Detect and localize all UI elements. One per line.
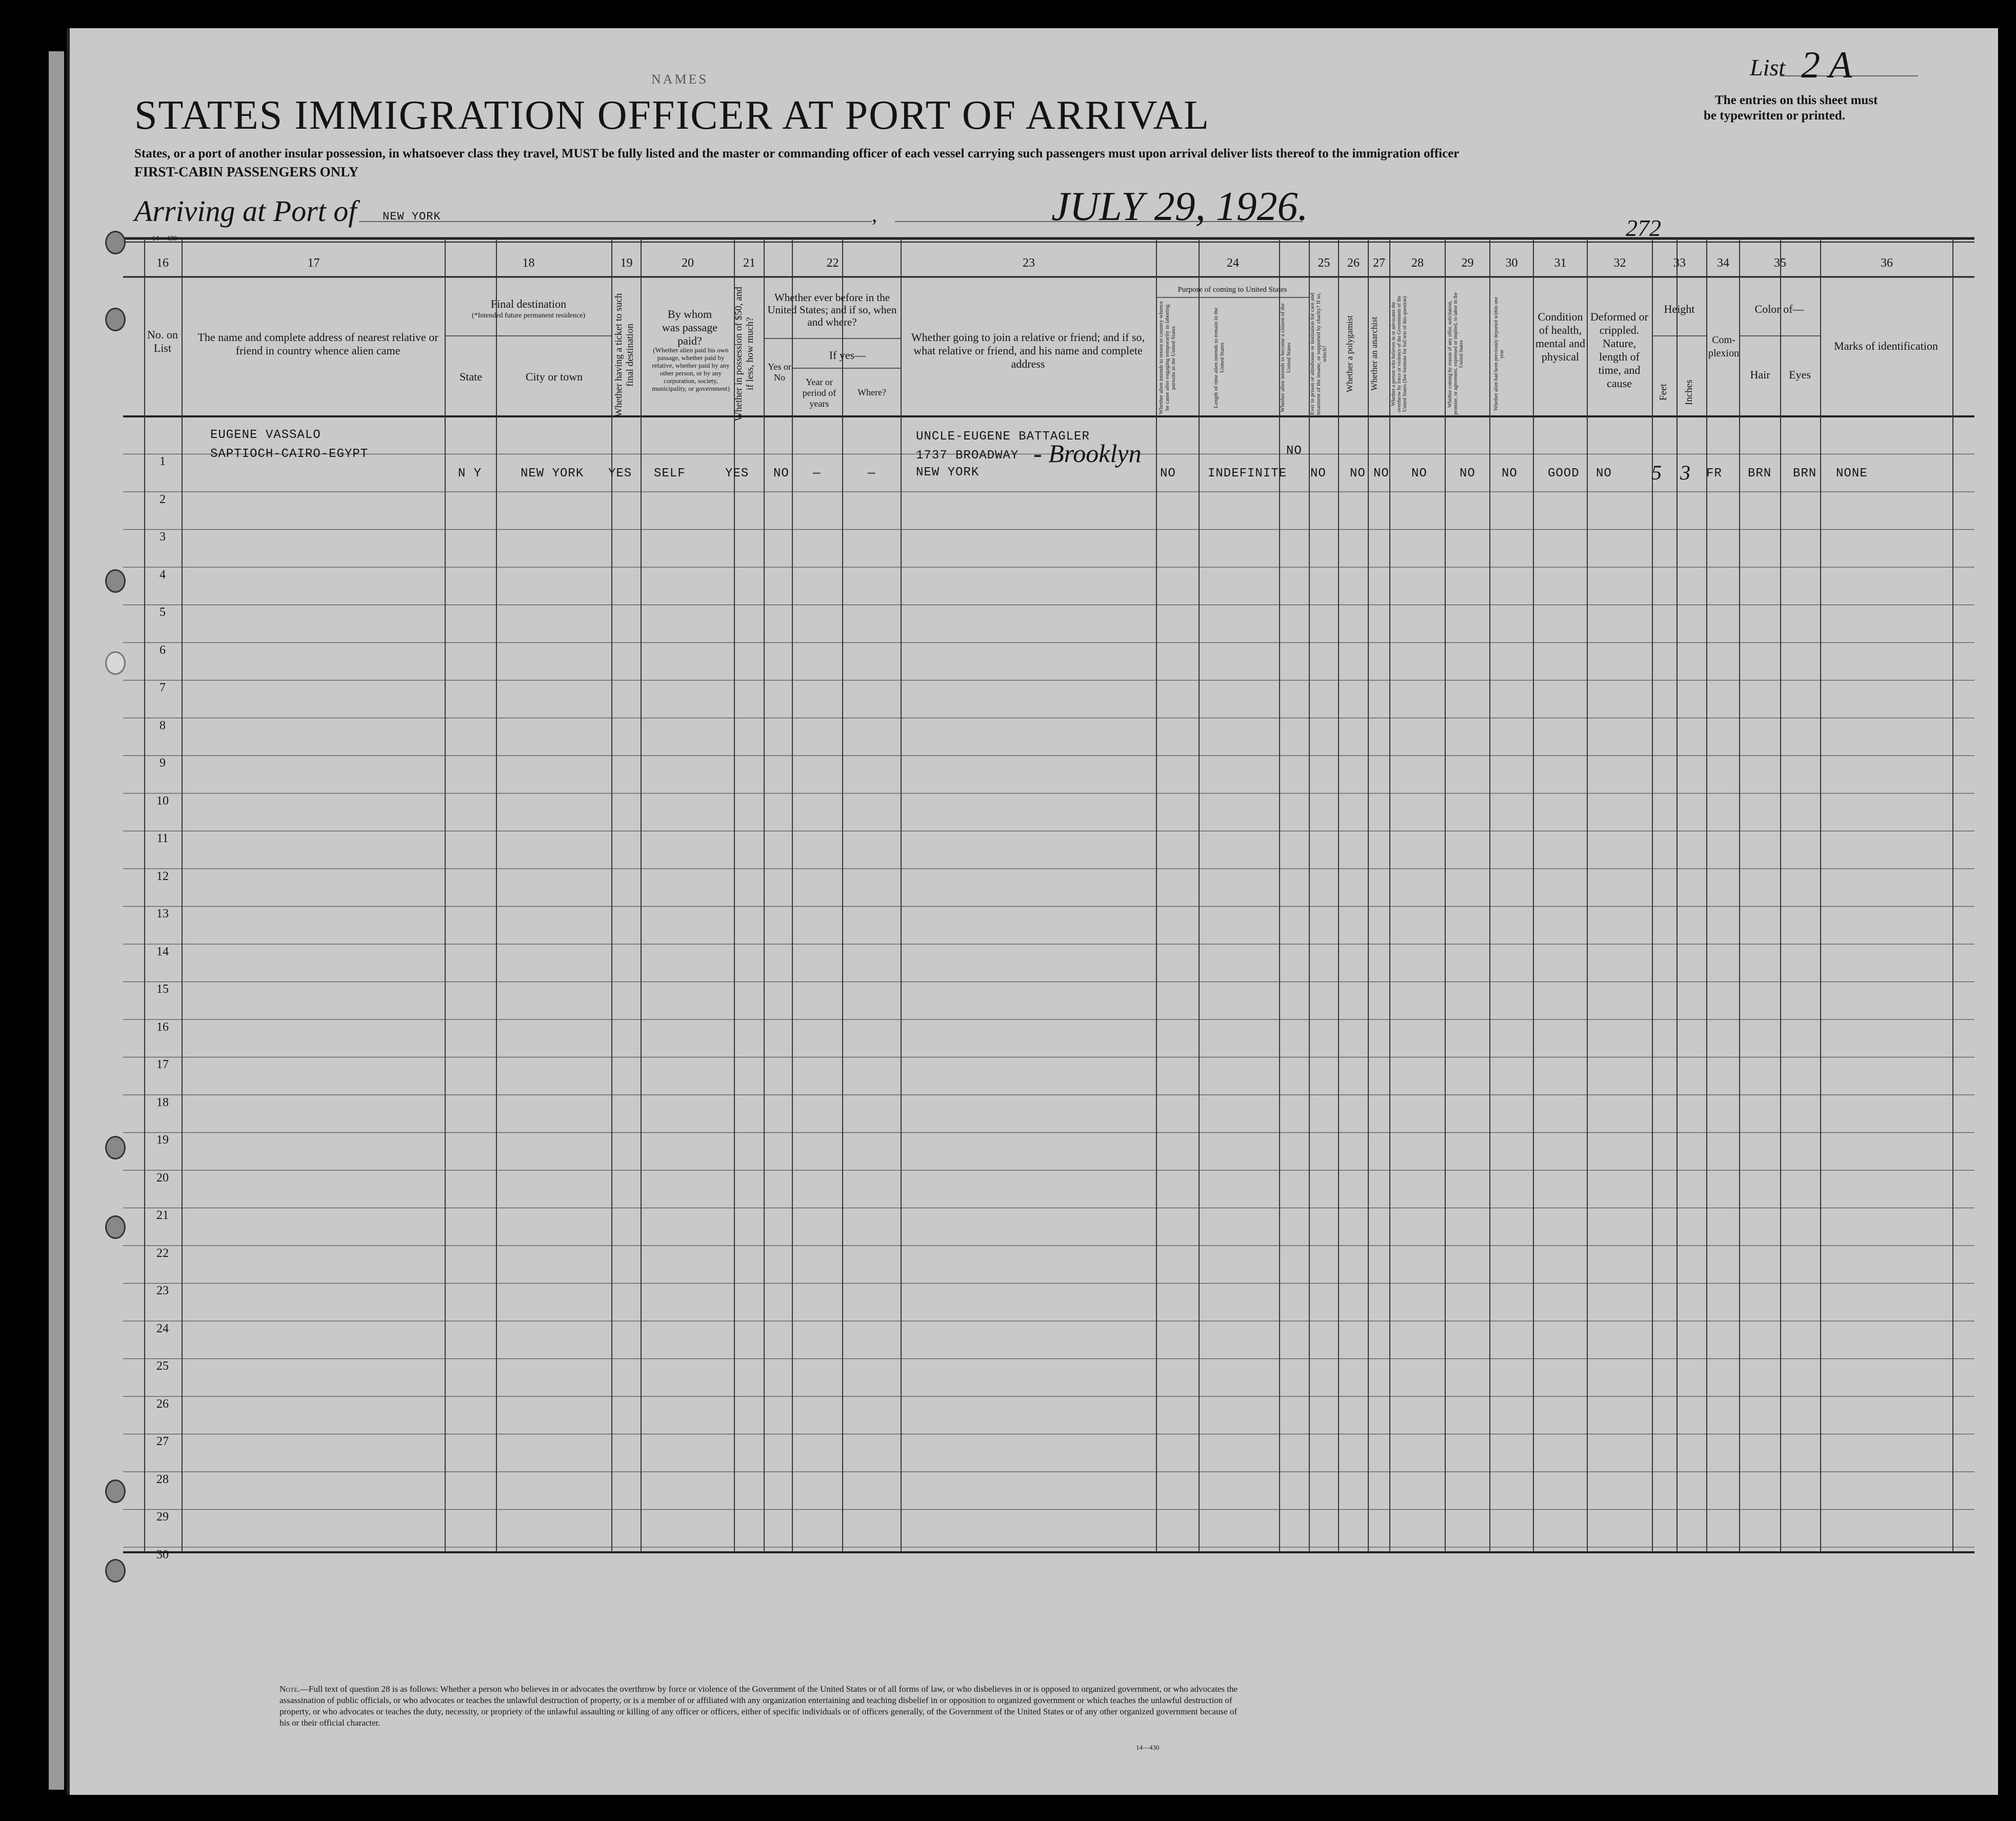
entry-c29: NO (1460, 467, 1475, 481)
join-line-1: UNCLE-EUGENE BATTAGLER (916, 430, 1090, 444)
heading-purpose-a: Whether alien intends to return to country whence he came after engaging temporarily in laboring pursuits in the United States (1158, 301, 1176, 414)
heading-if-yes: If yes— (829, 349, 866, 362)
row-number: 8 (159, 718, 166, 732)
entry-where: — (868, 467, 876, 481)
row-number: 17 (156, 1058, 169, 1071)
row-number: 12 (156, 869, 169, 883)
column-number-c29: 29 (1461, 256, 1474, 270)
entry-city: NEW YORK (521, 467, 584, 481)
entry-hair: BRN (1748, 467, 1772, 481)
heading-c30: Whether alien had been previously deported within one year (1493, 297, 1505, 411)
row-number: 5 (159, 606, 166, 619)
entry-inches: 3 (1680, 461, 1690, 484)
entry-marks: NONE (1836, 467, 1868, 481)
heading-height: Height (1664, 303, 1695, 315)
heading-yes-or-no: Yes or No (768, 362, 791, 383)
relative-address: SAPTIOCH-CAIRO-EGYPT (210, 447, 369, 461)
heading-state: State (460, 370, 482, 383)
heading-year-or-period: Year or period of years (802, 377, 836, 409)
column-number-c18: 18 (522, 256, 535, 270)
entry-feet: 5 (1651, 461, 1662, 484)
heading-c28: Whether a person who believes in or advocates the overthrow by force or violence of the Government of the United States (See footnote for full text of this question) (1391, 295, 1408, 412)
column-number-c31: 31 (1554, 256, 1567, 270)
row-number: 15 (156, 983, 169, 996)
form-number: 14—430 (1136, 1744, 1160, 1751)
class-line: FIRST-CABIN PASSENGERS ONLY (134, 164, 359, 179)
typewritten-note-1: The entries on this sheet must (1715, 93, 1878, 107)
heading-join-relative: Whether going to join a relative or friend; and if so, what relative or friend, and his name and complete address (911, 331, 1145, 370)
heading-color-of: Color of— (1754, 303, 1804, 315)
column-number-c36: 36 (1881, 256, 1893, 270)
list-number: 2 A (1801, 44, 1852, 86)
heading-final-destination-note: (*Intended future permanent residence) (471, 312, 586, 319)
punch-hole (105, 1559, 126, 1583)
names-stamp: NAMES (651, 72, 709, 87)
row-number: 30 (156, 1548, 169, 1562)
heading-purpose: Purpose of coming to United States (1177, 286, 1287, 294)
heading-feet: Feet (1658, 384, 1669, 401)
punch-hole (105, 1136, 126, 1159)
entry-c28: NO (1411, 467, 1427, 481)
column-number-c28: 28 (1411, 256, 1424, 270)
heading-c29: Whether coming by reason of any offer, solicitation, promise, or agreement, expressed or implied, to labor in the United States (1447, 292, 1464, 415)
column-number-c22: 22 (826, 256, 839, 270)
heading-c25: Ever in prison or almshouse or institution for care and treatment of the insane, or supported by charity? If so, which? (1309, 292, 1328, 415)
entry-c30: NO (1502, 467, 1518, 481)
column-number-c35: 35 (1774, 256, 1786, 270)
entry-c27: NO (1373, 467, 1389, 481)
entry-year: — (813, 467, 821, 481)
row-number: 24 (156, 1322, 169, 1335)
row-number: 21 (156, 1209, 169, 1222)
row-number: 20 (156, 1171, 169, 1185)
column-number-c17: 17 (307, 256, 320, 270)
entry-complexion: FR (1706, 467, 1722, 481)
corner-mark: 14—430 (152, 235, 177, 243)
entry-ticket: YES (608, 467, 632, 481)
heading-ticket: Whether having a ticket to such final destination (613, 293, 635, 417)
entry-purpose-b: INDEFINITE (1208, 467, 1287, 481)
list-label: List (1750, 54, 1786, 81)
heading-where: Where? (857, 387, 886, 397)
punch-hole (105, 308, 126, 331)
row-number: 19 (156, 1133, 169, 1147)
heading-final-destination: Final destination (490, 297, 567, 310)
heading-condition: Condition of health, mental and physical (1535, 310, 1586, 363)
row-number: 2 (159, 492, 166, 506)
row-number: 9 (159, 756, 166, 770)
heading-passage-note: (Whether alien paid his own passage, whether paid by relative, whether paid by any other person, or by any corporation, society, municipality, or government) (652, 346, 730, 392)
entry-passage-paid: SELF (654, 467, 686, 481)
arriving-label: Arriving at Port of (134, 194, 357, 228)
join-handwritten: - Brooklyn (1033, 439, 1142, 468)
row-number: 4 (159, 568, 166, 582)
column-number-c21: 21 (743, 256, 755, 270)
entry-health: GOOD (1548, 467, 1580, 481)
punch-hole (105, 1215, 126, 1239)
row-number: 18 (156, 1095, 169, 1109)
row-number: 28 (156, 1472, 169, 1486)
entry-state: N Y (458, 467, 482, 481)
relative-name: EUGENE VASSALO (210, 428, 321, 442)
entry-c26: NO (1350, 467, 1366, 481)
punch-hole (105, 569, 126, 593)
footnote (280, 1684, 1244, 1729)
heading-eyes: Eyes (1789, 368, 1811, 381)
heading-c26: Whether a polygamist (1345, 315, 1354, 393)
row-number: 16 (156, 1020, 169, 1034)
column-number-c30: 30 (1505, 256, 1518, 270)
row-number: 14 (156, 945, 169, 958)
column-number-c25: 25 (1318, 256, 1330, 270)
heading-passage-paid: By whom was passage paid? (662, 308, 718, 347)
column-number-c19: 19 (620, 256, 633, 270)
heading-complexion: Complexion (1708, 334, 1739, 359)
row-number: 11 (156, 832, 169, 845)
row-number: 26 (156, 1397, 169, 1411)
entry-before-yes-no: NO (773, 467, 789, 481)
page-title: STATES IMMIGRATION OFFICER AT PORT OF ARRIVAL (134, 93, 1210, 138)
row-number: 13 (156, 907, 169, 920)
row-number: 23 (156, 1284, 169, 1297)
heading-inches: Inches (1684, 379, 1694, 405)
column-number-c26: 26 (1347, 256, 1360, 270)
heading-hair: Hair (1750, 368, 1770, 381)
page-number: 272 (1626, 215, 1661, 241)
row-number: 27 (156, 1435, 169, 1448)
punch-hole (105, 231, 126, 254)
heading-purpose-b: Length of time alien intends to remain in the United States (1213, 307, 1225, 408)
column-number-c32: 32 (1613, 256, 1626, 270)
footnote-text: —Full text of question 28 is as follows: Whether a person who believes in or advocates the overthrow by force or violence of the Government of the United States or of all forms of law, or who disbelieves in or is opposed to organized government, or who advocates the assassination of public officials, or who advocates or teaches the unlawful destruction of property, or is a member of or affiliated with any organization entertaining and teaching disbelief in or opposition to organized government or which teaches the unlawful destruction of property, or who advocates or teaches the duty, necessity, or propriety of the unlawful assaulting or killing of any officer or officers, either of specific individuals or of officers generally, of the Government of the United States or of any other organized government because of his or their official character. (280, 1684, 1238, 1728)
instruction-line: States, or a port of another insular possession, in whatsoever class they travel, MUST be fully listed and the master or commanding officer of each vessel carrying such passengers must upon arrival deliver lists thereof to the immigration officer (134, 147, 1460, 161)
punch-hole (105, 1479, 126, 1503)
join-line-3: NEW YORK (916, 466, 980, 479)
column-number-c24: 24 (1227, 256, 1239, 270)
row-number: 25 (156, 1359, 169, 1373)
column-number-c34: 34 (1717, 256, 1729, 270)
heading-marks: Marks of identification (1834, 339, 1938, 352)
heading-purpose-c: Whether alien intends to become a citizen of the United States (1280, 303, 1292, 412)
heading-city: City or town (525, 370, 583, 383)
heading-nearest-relative: The name and complete address of nearest relative or friend in country whence alien came (197, 331, 438, 357)
typewritten-note-2: be typewritten or printed. (1704, 109, 1845, 123)
column-number-c20: 20 (682, 256, 694, 270)
row-number: 3 (159, 530, 166, 544)
column-number-c27: 27 (1373, 256, 1385, 270)
arrival-date: JULY 29, 1926. (1051, 184, 1308, 229)
column-number-c23: 23 (1023, 256, 1035, 270)
row-number: 10 (156, 794, 169, 808)
heading-money: Whether in possession of $50, and if less, how much? (733, 287, 755, 421)
row-number: 22 (156, 1246, 169, 1260)
entry-purpose-c: NO (1286, 444, 1302, 458)
row-number: 7 (159, 681, 166, 694)
entry-deformed: NO (1596, 467, 1612, 481)
entry-eyes: BRN (1793, 467, 1817, 481)
port-value: NEW YORK (383, 210, 441, 223)
heading-no-on-list: No. on List (147, 328, 178, 354)
join-line-2: 1737 BROADWAY (916, 449, 1019, 463)
entry-purpose-a: NO (1160, 467, 1176, 481)
row-number: 6 (159, 643, 166, 657)
punch-hole (105, 651, 126, 675)
row-number: 1 (159, 455, 166, 468)
column-number-c16: 16 (156, 256, 169, 270)
heading-before-in-us: Whether ever before in the United States; and if so, when and where? (767, 291, 897, 328)
footnote-label: Note. (280, 1684, 300, 1694)
column-number-c33: 33 (1673, 256, 1686, 270)
entry-c25: NO (1310, 467, 1326, 481)
heading-c27: Whether an anarchist (1369, 316, 1379, 391)
heading-deformed: Deformed or crippled. Nature, length of time, and cause (1590, 310, 1648, 390)
port-comma: , (872, 203, 877, 226)
row-number: 29 (156, 1510, 169, 1524)
entry-money: YES (725, 467, 749, 481)
